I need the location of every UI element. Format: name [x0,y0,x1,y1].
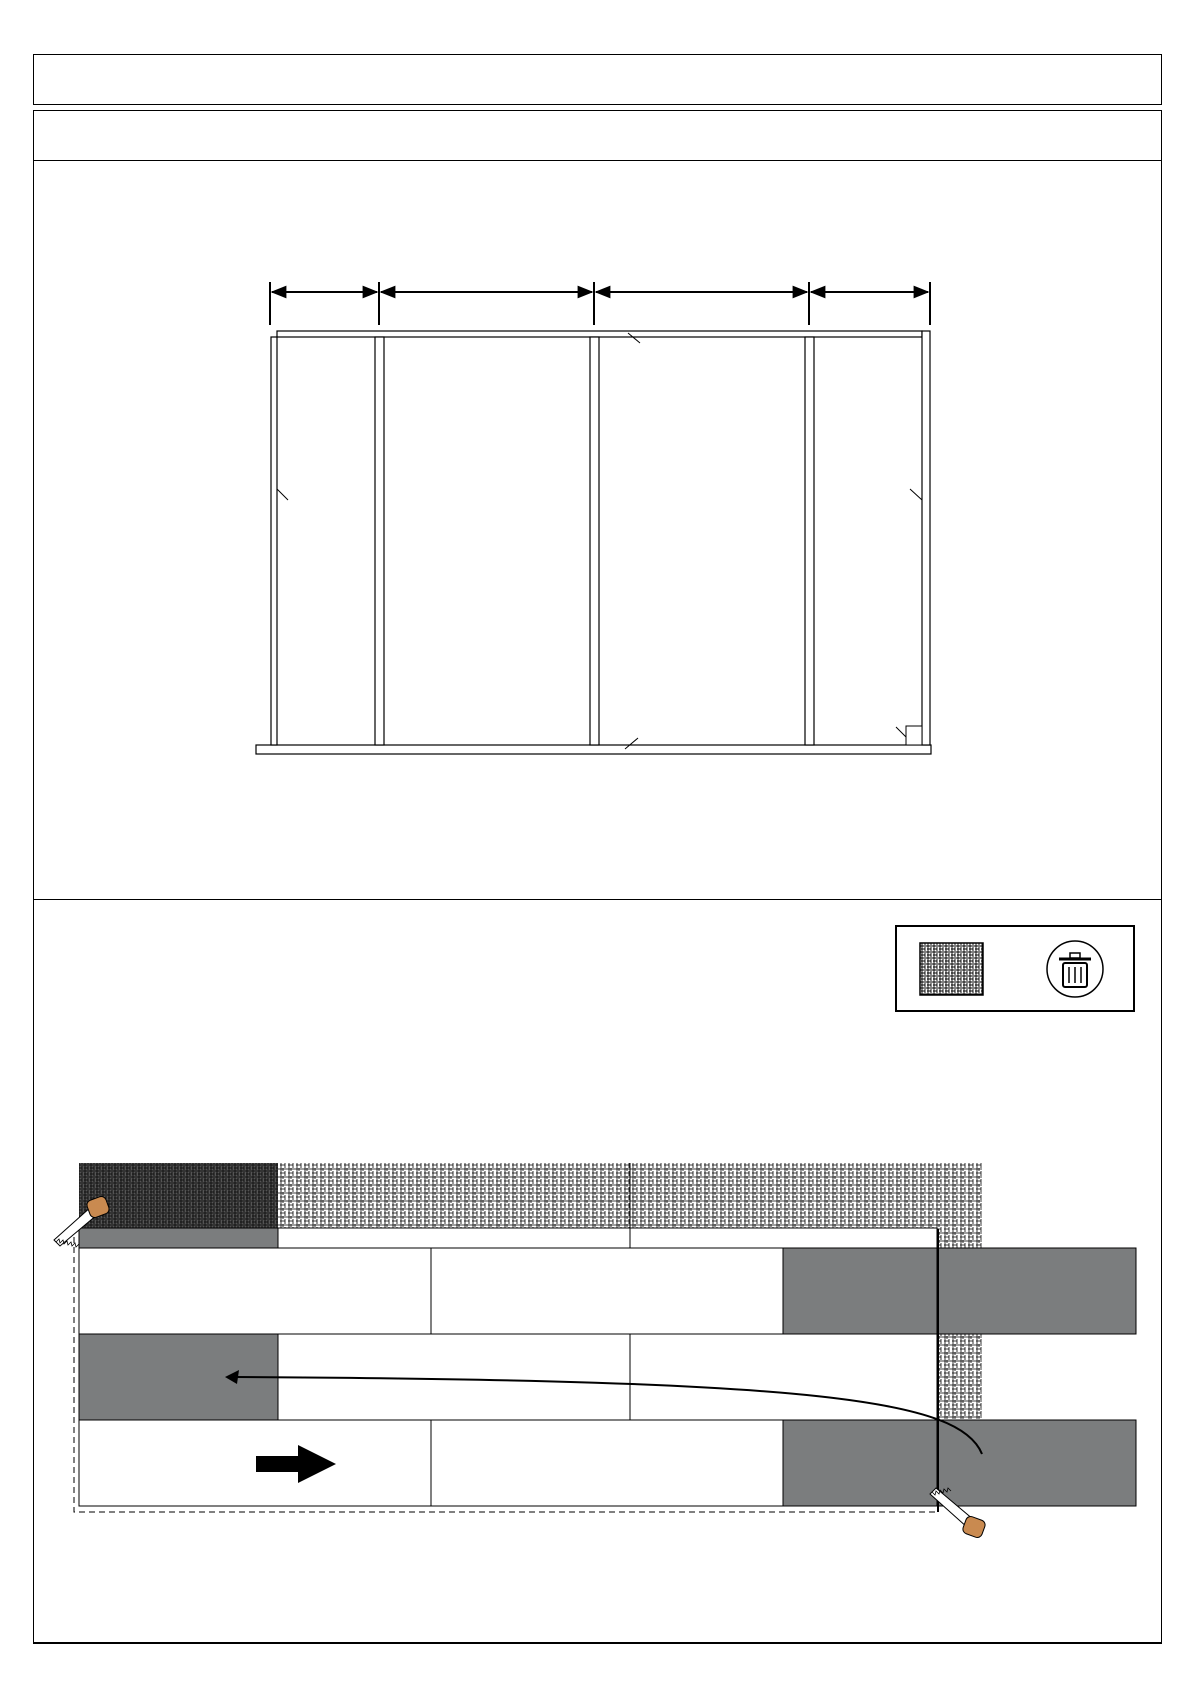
cut-tile [783,1420,937,1506]
tile-row [79,1248,1136,1334]
tile [79,1420,431,1506]
tile-row [79,1420,1136,1506]
offcut-tile [937,1248,1136,1334]
tile [431,1420,783,1506]
tile [79,1248,431,1334]
tile-row [79,1228,937,1248]
tile [431,1248,783,1334]
cut-tile [79,1228,278,1248]
cut-tile [783,1248,937,1334]
tile [630,1228,937,1248]
offcut-tile [937,1420,1136,1506]
hatched-area-top-dark [79,1163,278,1229]
tile [278,1228,630,1248]
tile-row [79,1334,937,1420]
